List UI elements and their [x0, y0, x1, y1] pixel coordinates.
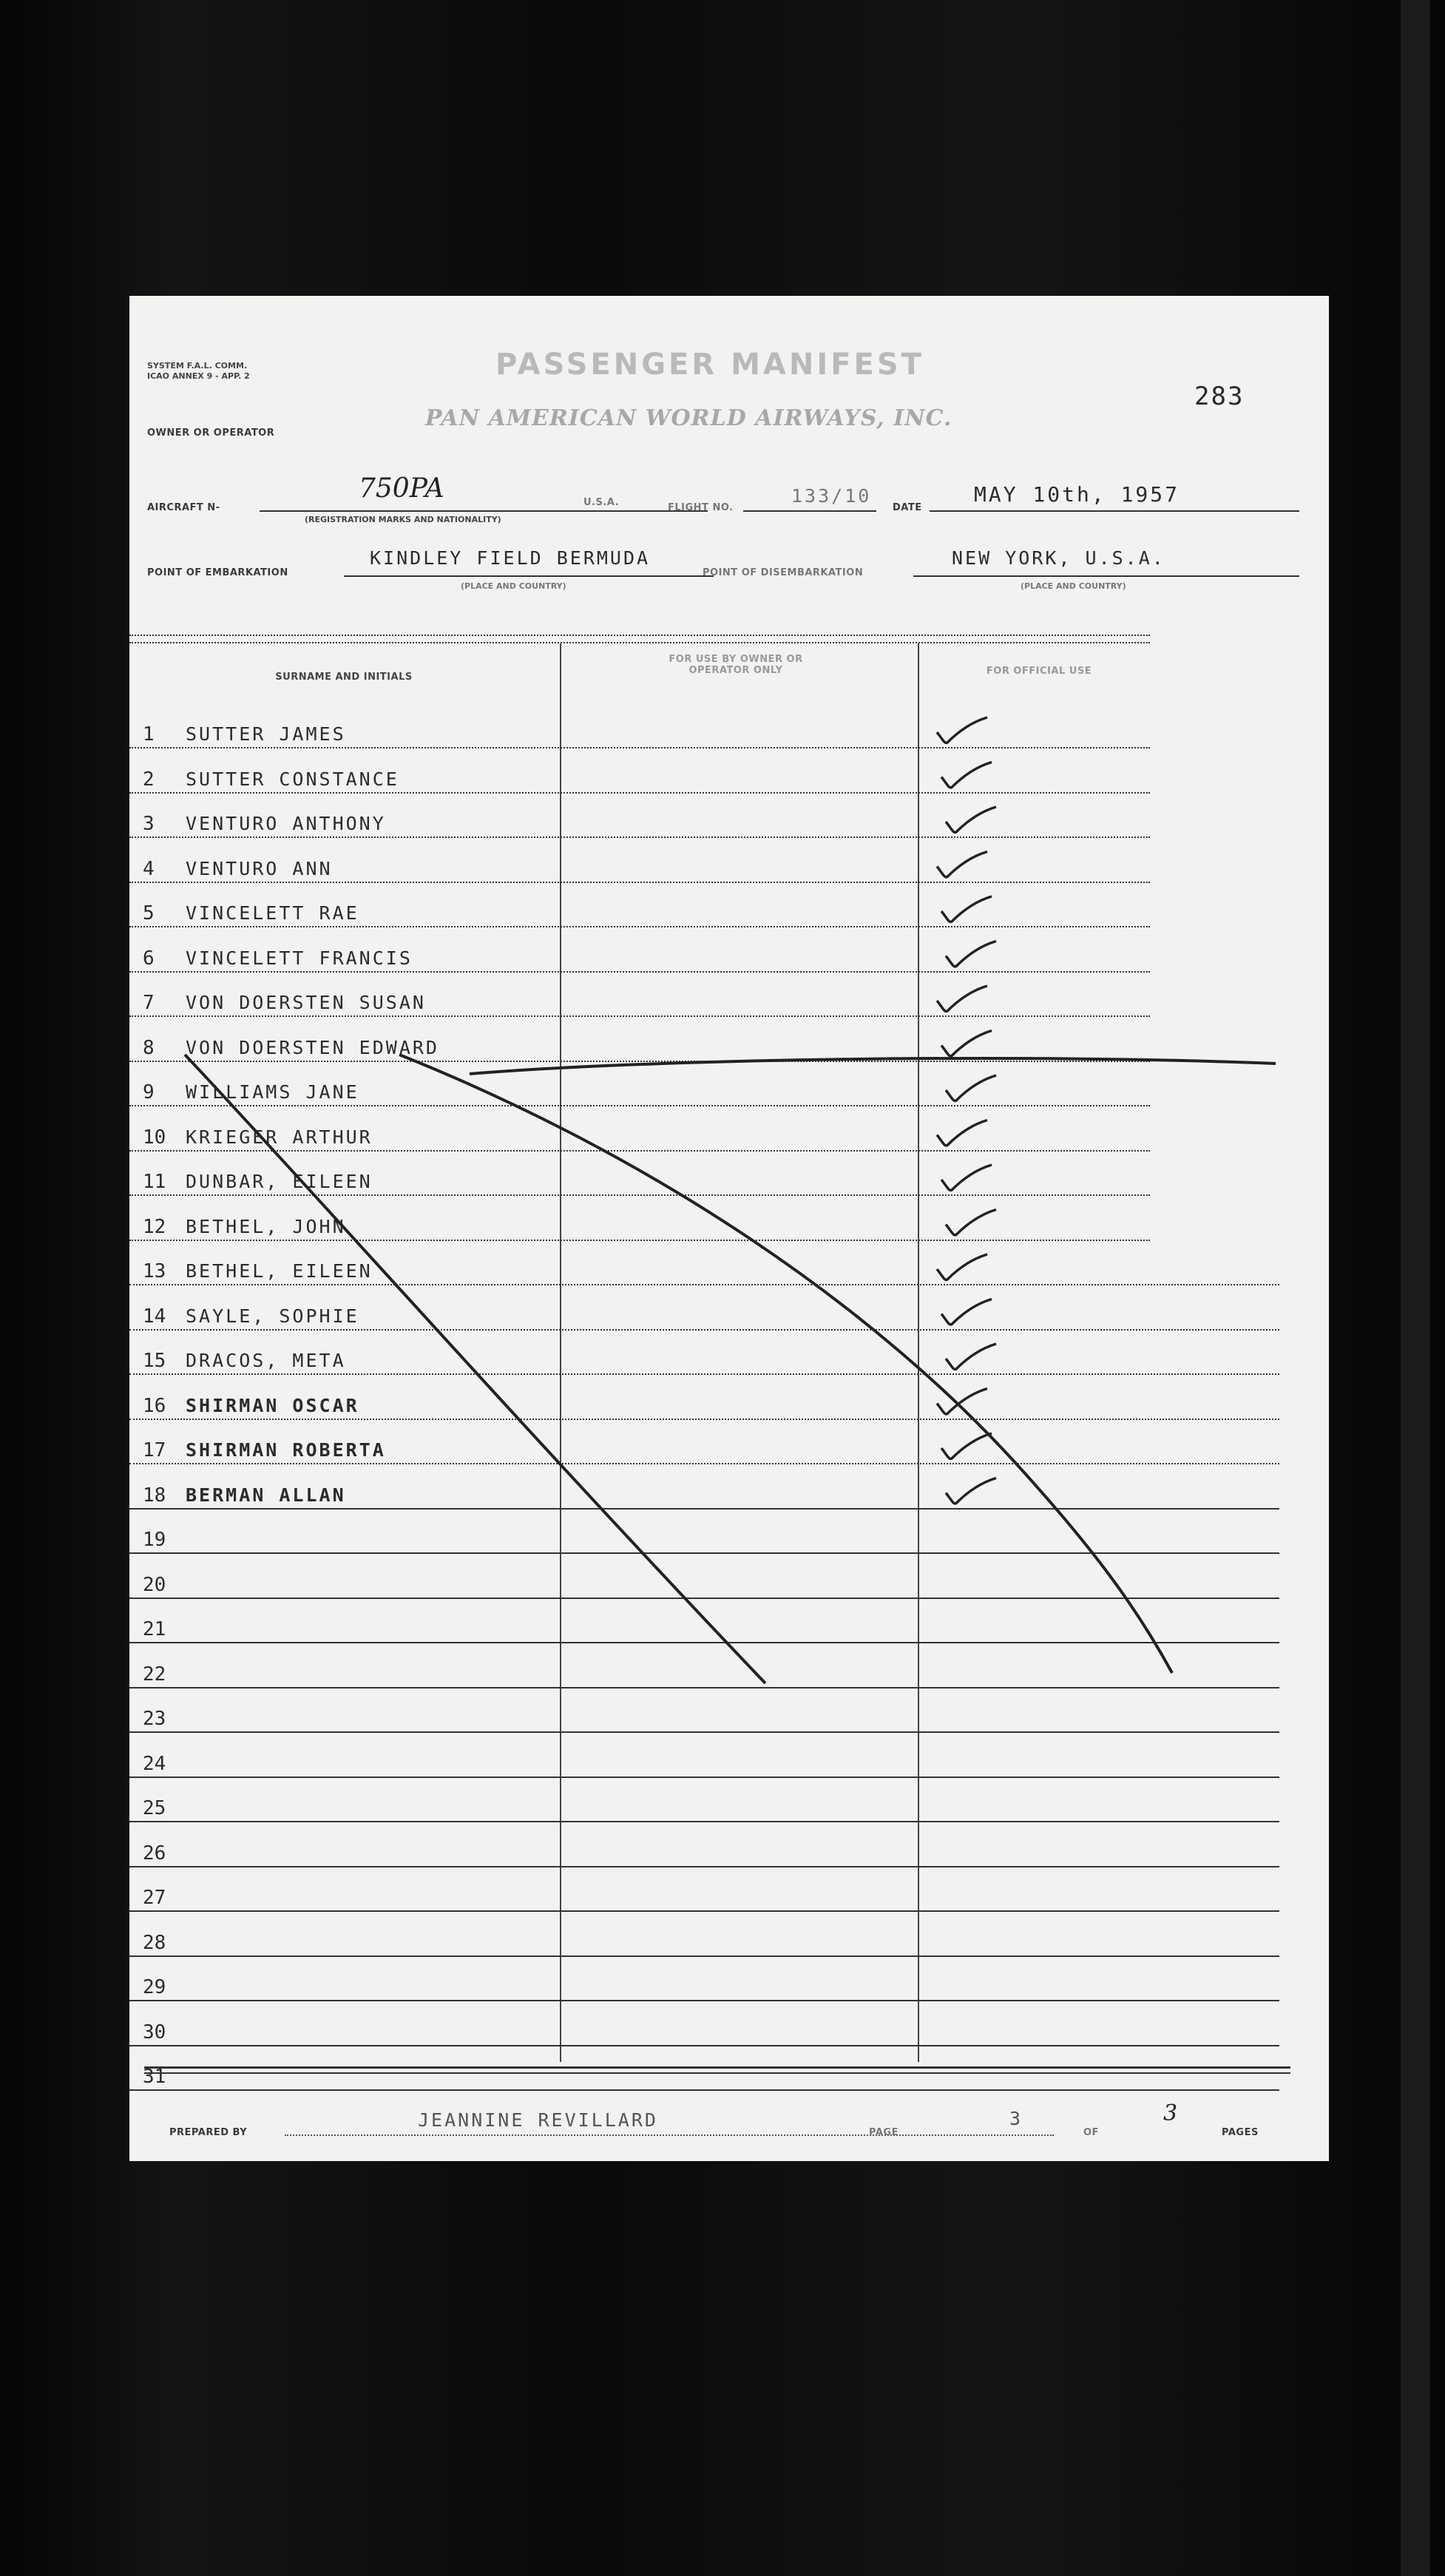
strikethrough-line-right [399, 1055, 1172, 1673]
passenger-name: KRIEGER ARTHUR [186, 1126, 373, 1148]
check-mark [946, 1075, 996, 1101]
check-mark [937, 1120, 987, 1146]
row-number: 8 [143, 1037, 155, 1059]
check-mark [937, 986, 987, 1011]
check-mark [946, 807, 996, 832]
passenger-name: VINCELETT RAE [186, 902, 359, 924]
check-mark [937, 852, 987, 877]
check-mark [937, 717, 987, 743]
row-number: 30 [143, 2021, 166, 2043]
check-mark [946, 942, 996, 967]
row-number: 17 [143, 1439, 166, 1461]
check-mark [941, 1433, 992, 1458]
row-number: 13 [143, 1260, 166, 1282]
passenger-name: VON DOERSTEN EDWARD [186, 1037, 439, 1058]
row-number: 25 [143, 1797, 166, 1819]
row-number: 31 [143, 2066, 166, 2088]
passenger-name: SUTTER JAMES [186, 723, 346, 745]
passenger-name: DRACOS, META [186, 1350, 346, 1371]
row-number: 7 [143, 992, 155, 1014]
row-number: 29 [143, 1976, 166, 1998]
prepared-value: JEANNINE REVILLARD [418, 2109, 658, 2131]
row-number: 16 [143, 1395, 166, 1417]
check-mark [941, 1165, 992, 1190]
embark-label: POINT OF EMBARKATION [147, 567, 288, 578]
check-mark [937, 1254, 987, 1279]
aircraft-value: 750PA [359, 473, 444, 504]
form-id-line-2: ICAO ANNEX 9 - APP. 2 [147, 371, 250, 381]
passenger-name: VINCELETT FRANCIS [186, 947, 413, 969]
row-number: 3 [143, 813, 155, 835]
row-number: 2 [143, 768, 155, 791]
nationality: U.S.A. [583, 497, 620, 508]
row-number: 24 [143, 1753, 166, 1775]
passenger-name: BERMAN ALLAN [186, 1484, 346, 1506]
disembark-value: NEW YORK, U.S.A. [952, 547, 1165, 569]
aircraft-label: AIRCRAFT N- [147, 502, 220, 513]
check-mark [941, 763, 992, 788]
disembark-sub-label: (PLACE AND COUNTRY) [1021, 581, 1126, 591]
row-number: 21 [143, 1618, 166, 1640]
flight-label: FLIGHT NO. [668, 502, 734, 513]
row-number: 5 [143, 902, 155, 924]
end-of-list-line [470, 1058, 1276, 1074]
ink-marks [129, 296, 1329, 2161]
check-mark [941, 1299, 992, 1325]
owner-value: PAN AMERICAN WORLD AIRWAYS, INC. [425, 405, 952, 431]
passenger-name: BETHEL, EILEEN [186, 1260, 373, 1282]
page-stamp-number: 283 [1194, 382, 1245, 411]
manifest-sheet [129, 296, 1329, 2161]
row-number: 18 [143, 1484, 166, 1507]
row-number: 1 [143, 723, 155, 746]
row-number: 22 [143, 1663, 166, 1686]
passenger-name: VON DOERSTEN SUSAN [186, 992, 426, 1013]
passenger-name: SHIRMAN OSCAR [186, 1395, 359, 1416]
prepared-label: PREPARED BY [169, 2127, 248, 2138]
row-number: 10 [143, 1126, 166, 1149]
passenger-name: WILLIAMS JANE [186, 1081, 359, 1103]
pages-label: PAGES [1222, 2127, 1259, 2138]
date-value: MAY 10th, 1957 [974, 482, 1180, 507]
passenger-name: DUNBAR, EILEEN [186, 1171, 373, 1192]
column-header-owner-use: FOR USE BY OWNER OR OPERATOR ONLY [669, 654, 803, 676]
embark-value: KINDLEY FIELD BERMUDA [370, 547, 651, 569]
check-mark [941, 1031, 992, 1056]
passenger-name: SUTTER CONSTANCE [186, 768, 399, 790]
form-id-line-1: SYSTEM F.A.L. COMM. [147, 361, 248, 371]
row-number: 11 [143, 1171, 166, 1193]
row-number: 27 [143, 1887, 166, 1909]
page-value: 3 [1009, 2108, 1023, 2129]
row-number: 15 [143, 1350, 166, 1372]
passenger-name: SAYLE, SOPHIE [186, 1305, 359, 1327]
passenger-name: BETHEL, JOHN [186, 1216, 346, 1237]
passenger-name: VENTURO ANN [186, 858, 333, 879]
page-title: PASSENGER MANIFEST [495, 348, 924, 382]
row-number: 9 [143, 1081, 155, 1103]
row-number: 14 [143, 1305, 166, 1328]
row-number: 26 [143, 1842, 166, 1865]
flight-value: 133/10 [791, 485, 872, 507]
row-number: 6 [143, 947, 155, 970]
row-number: 4 [143, 858, 155, 880]
aircraft-sub-label: (REGISTRATION MARKS AND NATIONALITY) [305, 515, 501, 524]
of-label: OF [1083, 2127, 1099, 2138]
date-label: DATE [893, 502, 922, 513]
passenger-name: VENTURO ANTHONY [186, 813, 386, 834]
row-number: 19 [143, 1529, 166, 1551]
scan-edge-strip [1401, 0, 1430, 2576]
check-mark [946, 1210, 996, 1235]
row-number: 23 [143, 1708, 166, 1730]
of-value: 3 [1163, 2100, 1178, 2126]
owner-label: OWNER OR OPERATOR [147, 427, 275, 439]
disembark-label: POINT OF DISEMBARKATION [703, 567, 864, 578]
row-number: 28 [143, 1932, 166, 1954]
column-header-surname: SURNAME AND INITIALS [275, 672, 413, 683]
strikethrough-line-left [185, 1055, 765, 1683]
column-header-official-use: FOR OFFICIAL USE [986, 666, 1092, 677]
row-number: 20 [143, 1574, 166, 1596]
row-number: 12 [143, 1216, 166, 1238]
check-mark [946, 1478, 996, 1504]
check-mark [946, 1344, 996, 1369]
embark-sub-label: (PLACE AND COUNTRY) [461, 581, 566, 591]
passenger-name: SHIRMAN ROBERTA [186, 1439, 386, 1461]
page-label: PAGE [869, 2127, 899, 2138]
check-mark [941, 896, 992, 922]
